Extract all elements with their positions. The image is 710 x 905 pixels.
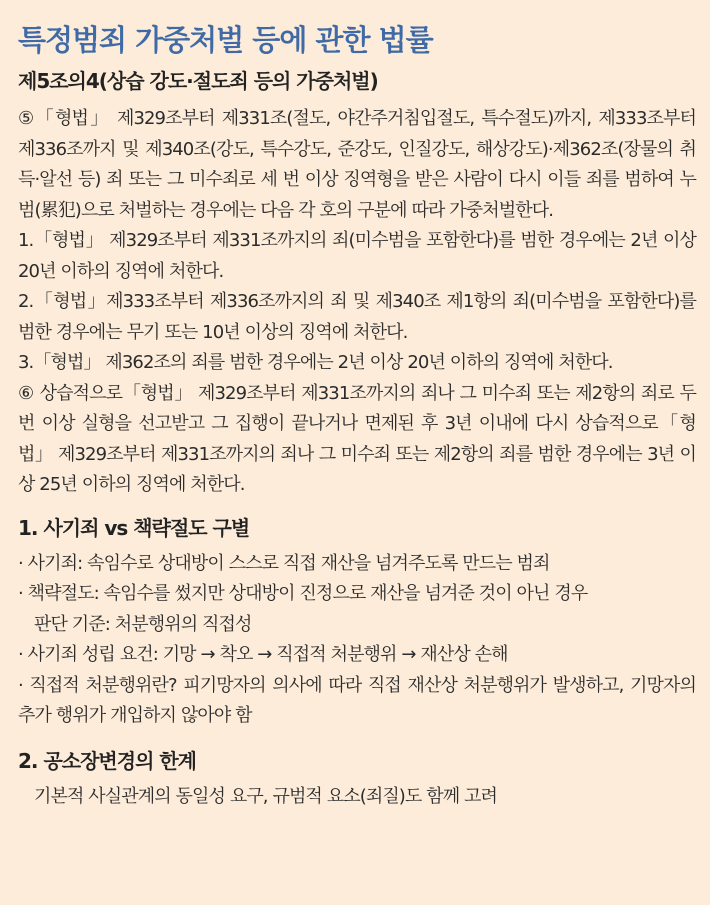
bullet-judgment-criterion: 판단 기준: 처분행위의 직접성: [34, 613, 252, 635]
bullet-fraud-definition: · 사기죄: 속임수로 상대방이 스스로 직접 재산을 넘겨주도록 만드는 범죄: [18, 552, 550, 574]
law-paragraph-5: ⑤「형법」 제329조부터 제331조(절도, 야간주거침입절도, 특수절도)까지, 제333조부터 제336조까지 및 제340조(강도, 특수강도, 준강도, 인질강도, 해상강도)·제362조(장물의 취득·알선 등) 죄 또는 그 미수죄로 세 번 이상 징역형을 받은 사람이 다시 이들 죄를 범하여 누범(累犯)으로 처벌하는 경우에는 다음 각 호의 구분에 따라 가중처벌한다.: [18, 108, 696, 221]
bullet-direct-disposition: · 직접적 처분행위란? 피기망자의 의사에 따라 직접 재산상 처분행위가 발생하고, 기망자의 추가 행위가 개입하지 않아야 함: [18, 674, 696, 726]
bullet-trick-theft-definition: · 책략절도: 속임수를 썼지만 상대방이 진정으로 재산을 넘겨준 것이 아닌 경우: [18, 583, 588, 604]
law-item-3: 3.「형법」 제362조의 죄를 범한 경우에는 2년 이상 20년 이하의 징역에 처한다.: [18, 352, 613, 373]
section-heading-fraud-vs-theft: 1. 사기죄 vs 책략절도 구별: [18, 515, 250, 540]
law-paragraph-6: ⑥ 상습적으로「형법」 제329조부터 제331조까지의 죄나 그 미수죄 또는 제2항의 죄로 두 번 이상 실형을 선고받고 그 집행이 끝나거나 면제된 후 3년 이내에 다시 상습적으로「형법」 제329조부터 제331조까지의 죄나 그 미수죄 또는 제2항의 죄를 범한 경우에는 3년 이상 25년 이하의 징역에 처한다.: [18, 382, 696, 495]
document-title: 특정범죄 가중처벌 등에 관한 법률: [18, 23, 433, 57]
law-item-2: 2.「형법」제333조부터 제336조까지의 죄 및 제340조 제1항의 죄(미수범을 포함한다)를 범한 경우에는 무기 또는 10년 이상의 징역에 처한다.: [18, 291, 696, 343]
indictment-change-body: 기본적 사실관계의 동일성 요구, 규범적 요소(죄질)도 함께 고려: [34, 785, 498, 807]
law-item-1: 1.「형법」 제329조부터 제331조까지의 죄(미수범을 포함한다)를 범한 경우에는 2년 이상 20년 이하의 징역에 처한다.: [18, 230, 696, 282]
bullet-fraud-requirements: · 사기죄 성립 요건: 기망 → 착오 → 직접적 처분행위 → 재산상 손해: [18, 644, 508, 665]
section-heading-indictment-change: 2. 공소장변경의 한계: [18, 748, 196, 773]
article-heading: 제5조의4(상습 강도·절도죄 등의 가중처벌): [18, 69, 378, 93]
